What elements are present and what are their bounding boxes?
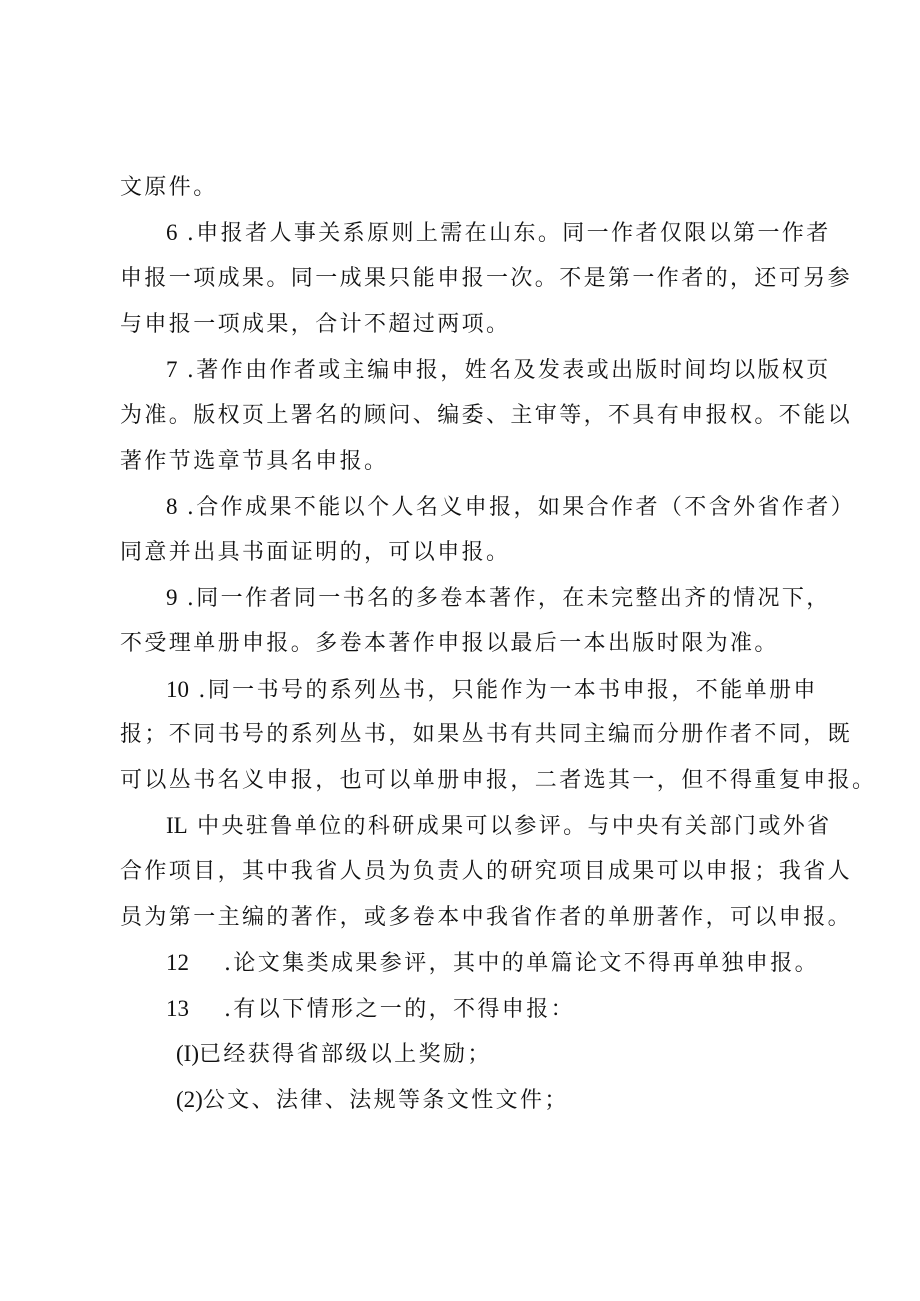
line-text: 申报一项成果。同一成果只能申报一次。不是第一作者的，还可另参 (120, 266, 853, 291)
subitem-2-line (176, 1085, 569, 1115)
item-11-line-2 (120, 857, 852, 887)
item-number: 7 (166, 357, 178, 382)
line-text: .论文集类成果参评，其中的单篇论文不得再单独申报。 (224, 951, 819, 976)
line-text: 为准。版权页上署名的顾问、编委、主审等，不具有申报权。不能以 (120, 403, 853, 428)
item-12-line-1 (166, 948, 819, 978)
item-number: 8 (166, 494, 178, 519)
line-text: 员为第一主编的著作，或多卷本中我省作者的单册著作，可以申报。 (120, 905, 853, 930)
item-7-line-1 (166, 355, 831, 385)
item-number: 12 (166, 950, 189, 975)
subitem-number: (2) (176, 1087, 203, 1112)
line-text: .同一书号的系列丛书，只能作为一本书申报，不能单册申 (189, 678, 818, 703)
item-9-line-1 (166, 583, 831, 613)
line-text: .合作成果不能以个人名义申报，如果合作者（不含外省作者） (177, 495, 856, 520)
item-6-line-3 (120, 310, 510, 340)
item-6-line-2 (120, 264, 852, 294)
line-text: .有以下情形之一的，不得申报： (224, 997, 575, 1022)
item-number: 13 (166, 996, 189, 1021)
item-number: 6 (166, 220, 178, 245)
line-text: 公文、法律、法规等条文性文件； (202, 1088, 569, 1113)
item-7-line-3 (120, 447, 388, 477)
line-text: 合作项目，其中我省人员为负责人的研究项目成果可以申报；我省人 (120, 859, 853, 884)
item-6-line-1 (166, 218, 831, 248)
item-10-line-1 (166, 675, 818, 705)
subitem-1-line (176, 1039, 492, 1069)
item-8-line-1 (166, 492, 855, 522)
line-text: 文原件。 (120, 175, 218, 200)
item-13-line-1 (166, 994, 575, 1024)
item-11-line-3 (120, 903, 852, 933)
line-text: 不受理单册申报。多卷本著作申报以最后一本出版时限为准。 (120, 631, 779, 656)
item-11-line-1 (166, 811, 832, 841)
line-text: .申报者人事关系原则上需在山东。同一作者仅限以第一作者 (177, 221, 831, 246)
item-number: IL (166, 813, 188, 838)
line-text: 已经获得省部级以上奖励； (198, 1042, 492, 1067)
item-9-line-2 (120, 629, 779, 659)
line-text: .著作由作者或主编申报，姓名及发表或出版时间均以版权页 (177, 358, 831, 383)
item-7-line-2 (120, 401, 852, 431)
line-text: 中央驻鲁单位的科研成果可以参评。与中央有关部门或外省 (187, 814, 832, 839)
line-text: .同一作者同一书名的多卷本著作，在未完整出齐的情况下， (177, 586, 831, 611)
line-text: 同意并出具书面证明的，可以申报。 (120, 540, 511, 565)
item-number: 9 (166, 585, 178, 610)
line-text: 报；不同书号的系列丛书，如果丛书有共同主编而分册作者不同，既 (120, 722, 853, 747)
line-text: 著作节选章节具名申报。 (120, 449, 389, 474)
item-10-line-2 (120, 720, 852, 750)
item-number: 10 (166, 677, 189, 702)
item-8-line-2 (120, 538, 510, 568)
text-line-1 (120, 173, 218, 203)
item-10-line-3 (120, 766, 876, 796)
subitem-number: (I) (176, 1041, 199, 1066)
line-text: 可以丛书名义申报，也可以单册申报，二者选其一，但不得重复申报。 (120, 768, 877, 793)
line-text: 与申报一项成果，合计不超过两项。 (120, 312, 511, 337)
